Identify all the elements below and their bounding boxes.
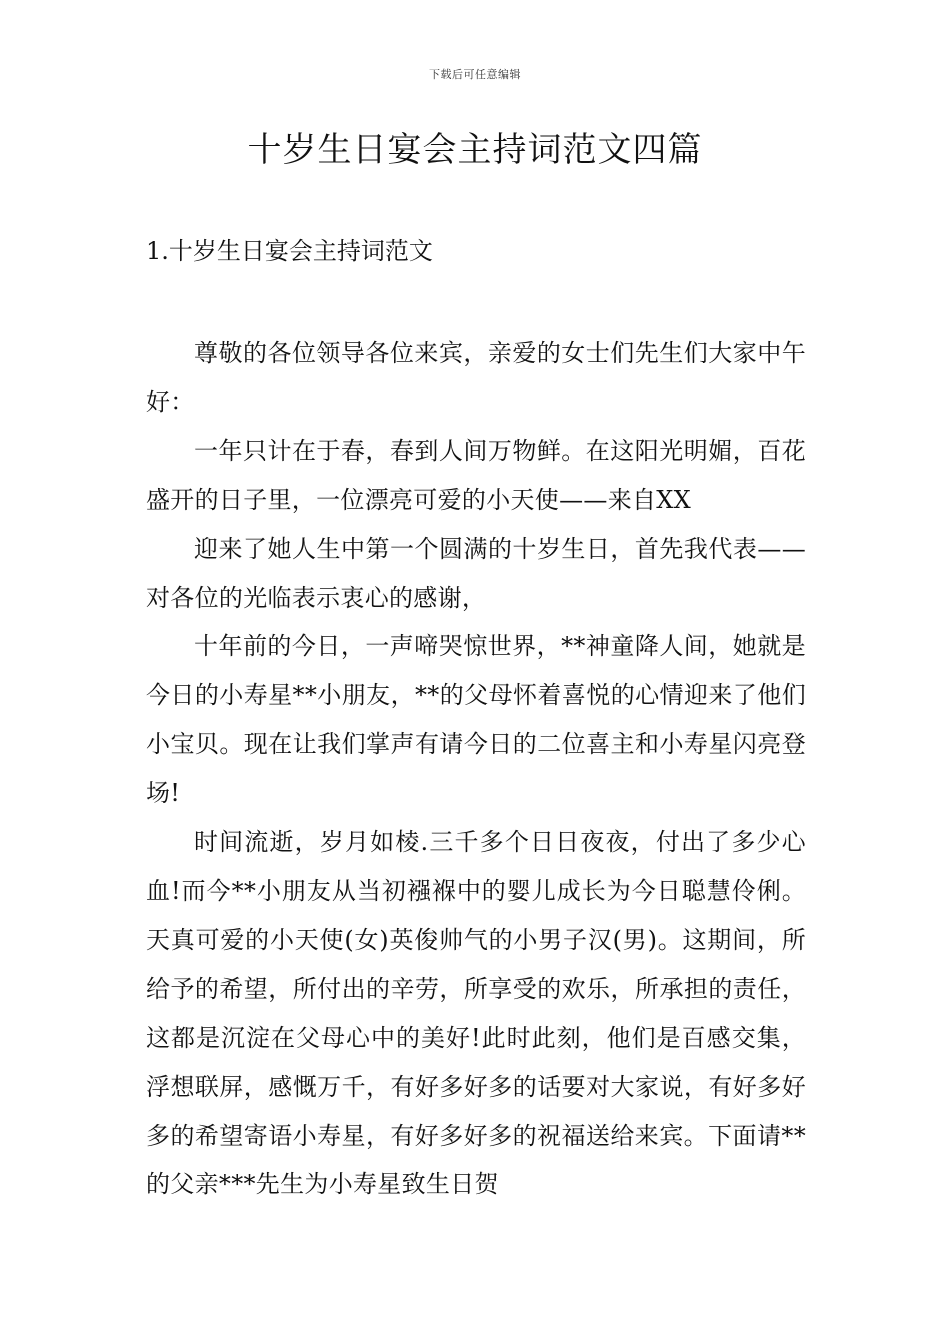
paragraph-greeting: 尊敬的各位领导各位来宾，亲爱的女士们先生们大家中午好：: [146, 339, 806, 416]
header-note: 下载后可任意编辑: [429, 68, 521, 81]
paragraph-birth: 十年前的今日，一声啼哭惊世界，**神童降人间，她就是今日的小寿星**小朋友，**的父母怀着喜悦的心情迎来了他们小宝贝。现在让我们掌声有请今日的二位喜主和小寿星闪亮登场!: [146, 632, 806, 808]
paragraph-spring: 一年只计在于春，春到人间万物鲜。在这阳光明媚，百花盛开的日子里，一位漂亮可爱的小天使——来自XX: [146, 436, 806, 514]
paragraph-time: 时间流逝，岁月如棱.三千多个日日夜夜，付出了多少心血!而今**小朋友从当初襁褓中的婴儿成长为今日聪慧伶俐。天真可爱的小天使(女)英俊帅气的小男子汉(男)。这期间，所给予的希望，所付出的辛劳，所享受的欢乐，所承担的责任，这都是沉淀在父母心中的美好!此时此刻，他们是百感交集，浮想联屏，感慨万千，有好多好多的话要对大家说，有好多好多的希望寄语小寿星，有好多好多的祝福送给来宾。下面请**的父亲***先生为小寿星致生日贺: [146, 828, 806, 1199]
body-text: [146, 329, 806, 1209]
paragraph-birthday: 迎来了她人生中第一个圆满的十岁生日，首先我代表——对各位的光临表示衷心的感谢，: [146, 534, 806, 612]
document-title: 十岁生日宴会主持词范文四篇: [247, 130, 703, 170]
section-heading: 1.十岁生日宴会主持词范文: [146, 237, 433, 265]
